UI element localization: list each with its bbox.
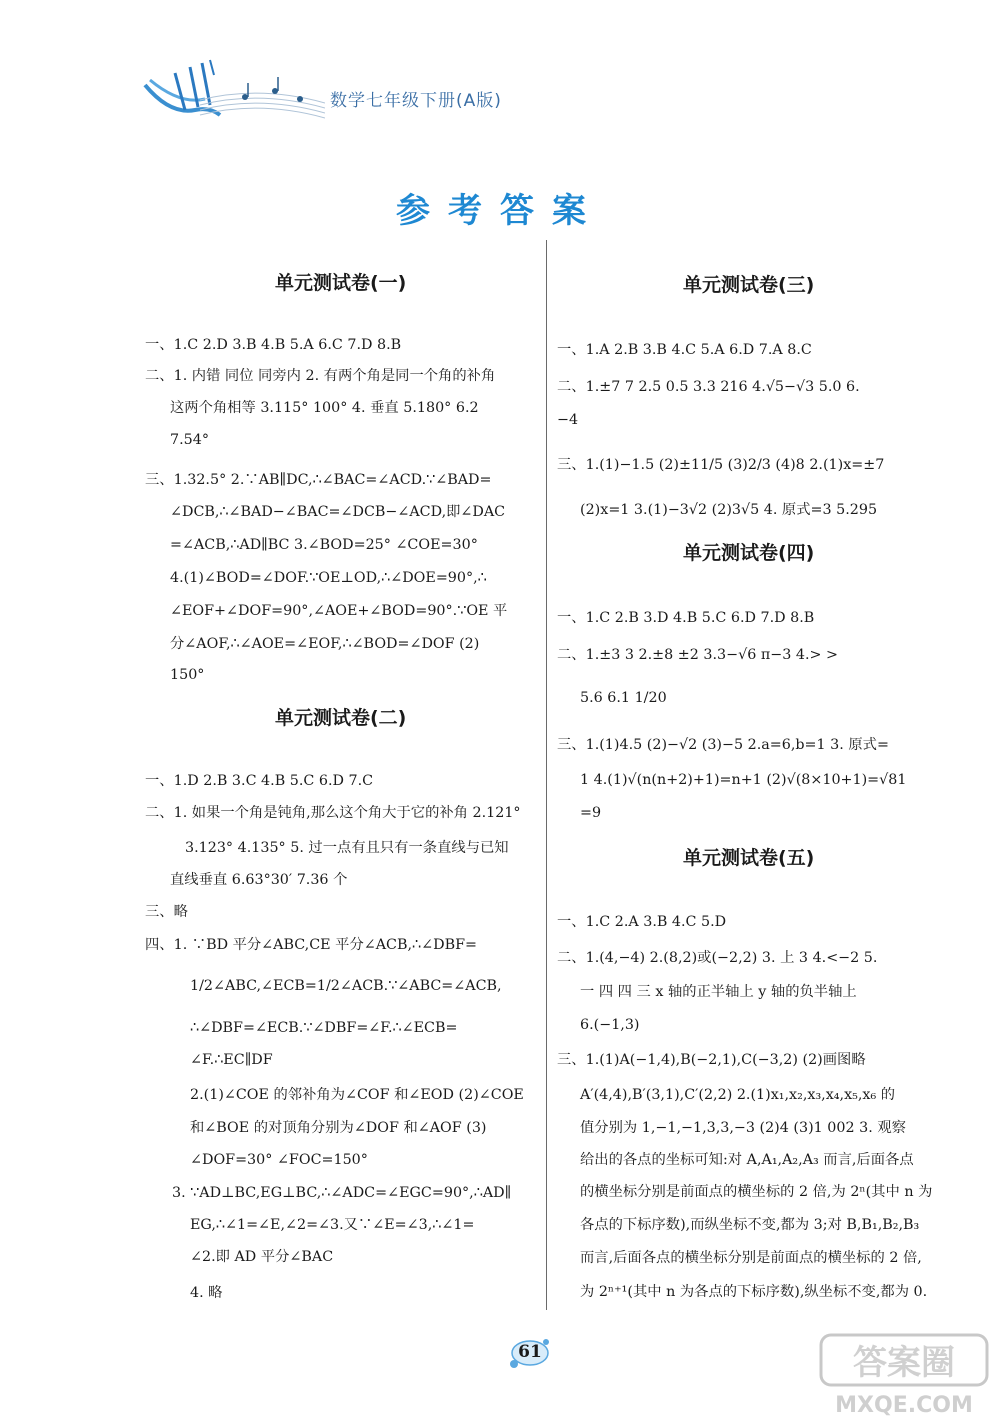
- answer-line: 四、1. ∵BD 平分∠ABC,CE 平分∠ACB,∴∠DBF=: [145, 937, 477, 953]
- answer-line: 2.(1)∠COE 的邻补角为∠COF 和∠EOD (2)∠COE: [190, 1087, 524, 1103]
- answer-line: =9: [580, 805, 602, 821]
- page-number-text: 61: [518, 1342, 542, 1362]
- answer-line: 而言,后面各点的横坐标分别是前面点的横坐标的 2 倍,: [580, 1250, 922, 1266]
- answer-line: 1 4.(1)√(n(n+2)+1)=n+1 (2)√(8×10+1)=√81: [580, 772, 907, 788]
- answer-line: 一 四 四 三 x 轴的正半轴上 y 轴的负半轴上: [580, 984, 857, 1000]
- answer-line: =∠ACB,∴AD∥BC 3.∠BOD=25° ∠COE=30°: [170, 537, 478, 553]
- answer-line: EG,∴∠1=∠E,∠2=∠3.又∵∠E=∠3,∴∠1=: [190, 1217, 475, 1233]
- answer-line: 150°: [170, 667, 205, 683]
- answer-line: A′(4,4),B′(3,1),C′(2,2) 2.(1)x₁,x₂,x₃,x₄,x₅,x₆ 的: [580, 1087, 896, 1103]
- answer-line: 三、略: [145, 904, 188, 920]
- answer-line: 二、1.(4,−4) 2.(8,2)或(−2,2) 3. 上 3 4.<−2 5.: [557, 950, 878, 966]
- answer-line: 二、1. 如果一个角是钝角,那么这个角大于它的补角 2.121°: [145, 805, 521, 821]
- book-title: 数学七年级下册(A版): [330, 91, 502, 111]
- svg-text:答案圈: 答案圈: [853, 1343, 955, 1383]
- answer-line: ∴∠DBF=∠ECB.∵∠DBF=∠F.∴∠ECB=: [190, 1020, 458, 1036]
- answer-line: ∠DCB,∴∠BAD−∠BAC=∠DCB−∠ACD,即∠DAC: [170, 504, 506, 520]
- answer-line: 二、1.±7 7 2.5 0.5 3.3 216 4.√5−√3 5.0 6.: [557, 379, 860, 395]
- answer-line: ∠2.即 AD 平分∠BAC: [190, 1249, 334, 1265]
- answer-line: 5.6 6.1 1/20: [580, 690, 667, 706]
- answer-line: 一、1.C 2.B 3.D 4.B 5.C 6.D 7.D 8.B: [557, 610, 815, 626]
- answer-line: 一、1.D 2.B 3.C 4.B 5.C 6.D 7.C: [145, 773, 374, 789]
- answer-line: ∠DOF=30° ∠FOC=150°: [190, 1152, 368, 1168]
- page-title: 参考答案: [396, 191, 604, 231]
- section-title-test-2: 单元测试卷(二): [275, 707, 407, 729]
- answer-line: 二、1.±3 3 2.±8 ±2 3.3−√6 π−3 4.> >: [557, 647, 839, 663]
- section-title-test-5: 单元测试卷(五): [683, 847, 815, 869]
- answer-line: 3. ∵AD⊥BC,EG⊥BC,∴∠ADC=∠EGC=90°,∴AD∥: [172, 1185, 512, 1201]
- answer-line: 4.(1)∠BOD=∠DOF.∵OE⊥OD,∴∠DOE=90°,∴: [170, 570, 487, 586]
- answer-line: 值分别为 1,−1,−1,3,3,−3 (2)4 (3)1 002 3. 观察: [580, 1120, 906, 1136]
- answer-line: 给出的各点的坐标可知:对 A,A₁,A₂,A₃ 而言,后面各点: [580, 1152, 914, 1168]
- answer-line: ∠EOF+∠DOF=90°,∠AOE+∠BOD=90°.∵OE 平: [170, 603, 508, 619]
- section-title-test-3: 单元测试卷(三): [683, 274, 815, 296]
- book-logo-icon: [140, 55, 325, 130]
- answer-line: 和∠BOE 的对顶角分别为∠DOF 和∠AOF (3): [190, 1120, 487, 1136]
- page-number: [510, 1338, 550, 1368]
- answer-line: (2)x=1 3.(1)−3√2 (2)3√5 4. 原式=3 5.295: [580, 502, 878, 518]
- answer-line: 一、1.C 2.D 3.B 4.B 5.A 6.C 7.D 8.B: [145, 337, 402, 353]
- section-title-test-1: 单元测试卷(一): [275, 272, 407, 294]
- answer-line: 三、1.(1)4.5 (2)−√2 (3)−5 2.a=6,b=1 3. 原式=: [557, 737, 889, 753]
- answer-line: 各点的下标序数),而纵坐标不变,都为 3;对 B,B₁,B₂,B₃: [580, 1217, 920, 1233]
- answer-line: 3.123° 4.135° 5. 过一点有且只有一条直线与已知: [185, 840, 509, 856]
- answer-line: 三、1.(1)−1.5 (2)±11/5 (3)2/3 (4)8 2.(1)x=±7: [557, 457, 885, 473]
- column-divider: [546, 240, 547, 1310]
- answer-line: 为 2ⁿ⁺¹(其中 n 为各点的下标序数),纵坐标不变,都为 0.: [580, 1284, 928, 1300]
- section-title-test-4: 单元测试卷(四): [683, 542, 815, 564]
- answer-line: 4. 略: [190, 1285, 223, 1301]
- answer-line: 一、1.C 2.A 3.B 4.C 5.D: [557, 914, 727, 930]
- watermark-logo-icon: [818, 1332, 990, 1418]
- answer-line: 二、1. 内错 同位 同旁内 2. 有两个角是同一个角的补角: [145, 368, 496, 384]
- answer-line: −4: [557, 412, 579, 428]
- answer-line: 1/2∠ABC,∠ECB=1/2∠ACB.∵∠ABC=∠ACB,: [190, 978, 502, 994]
- answer-line: 直线垂直 6.63°30′ 7.36 个: [170, 872, 348, 888]
- answer-line: 7.54°: [170, 432, 209, 448]
- answer-line: 这两个角相等 3.115° 100° 4. 垂直 5.180° 6.2: [170, 400, 479, 416]
- answer-line: 一、1.A 2.B 3.B 4.C 5.A 6.D 7.A 8.C: [557, 342, 812, 358]
- answer-line: 三、1.32.5° 2.∵AB∥DC,∴∠BAC=∠ACD.∵∠BAD=: [145, 472, 492, 488]
- answer-line: 的横坐标分别是前面点的横坐标的 2 倍,为 2ⁿ(其中 n 为: [580, 1184, 933, 1200]
- answer-line: ∠F.∴EC∥DF: [190, 1052, 273, 1068]
- svg-text:MXQE.COM: MXQE.COM: [835, 1393, 973, 1418]
- answer-line: 6.(−1,3): [580, 1017, 640, 1033]
- answer-line: 三、1.(1)A(−1,4),B(−2,1),C(−3,2) (2)画图略: [557, 1052, 866, 1068]
- answer-line: 分∠AOF,∴∠AOE=∠EOF,∴∠BOD=∠DOF (2): [170, 636, 480, 652]
